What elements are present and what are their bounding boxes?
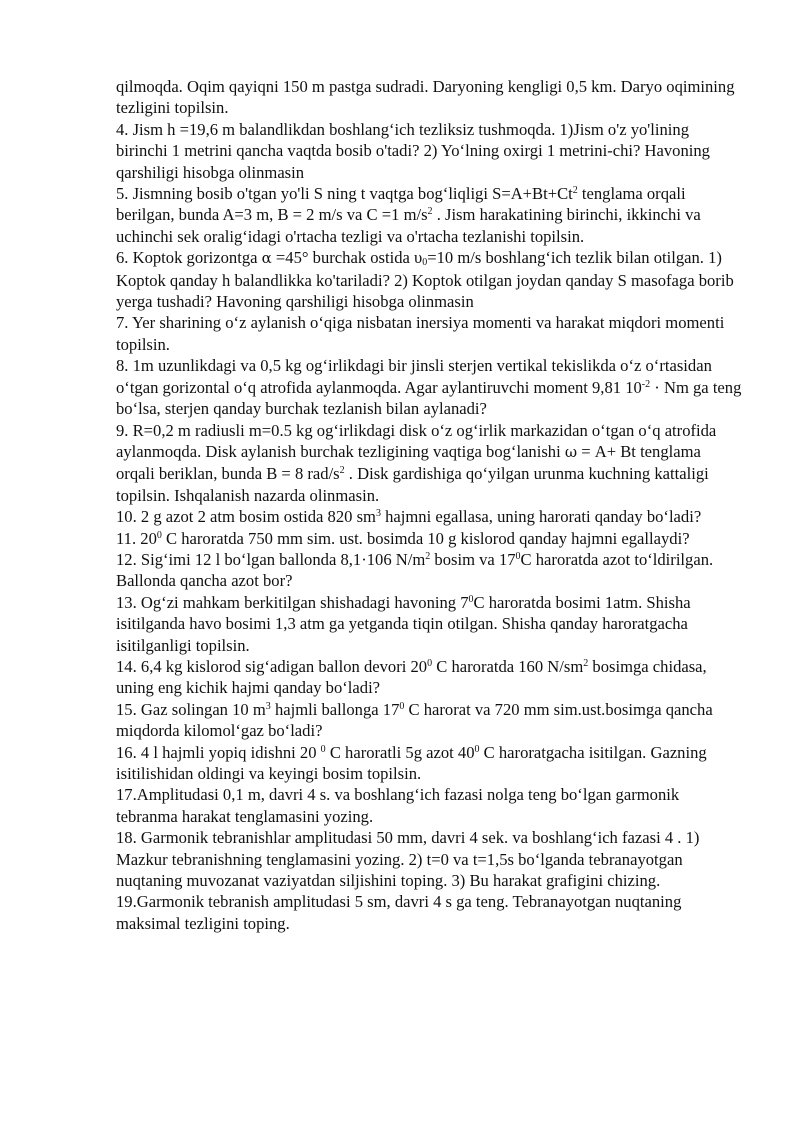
problem-p8 xyxy=(116,355,742,419)
subscript: 0 xyxy=(422,257,428,269)
text-run: C haroratda 160 N/sm xyxy=(432,656,584,676)
superscript: 0 xyxy=(515,550,521,562)
text-run: bosim va 17 xyxy=(430,549,516,569)
text-run: C haroratli 5g azot 40 xyxy=(325,742,475,762)
problem-p16 xyxy=(116,742,742,785)
text-run: 7. Yer sharining o‘z aylanish o‘qiga nisbatan inersiya momenti va harakat miqdori momenti topilsin. xyxy=(116,313,725,354)
text-run: 16. 4 l hajmli yopiq idishni 20 xyxy=(116,742,321,762)
text-run: =45° burchak ostida υ xyxy=(271,248,423,268)
text-run: 12. Sig‘imi 12 l bo‘lgan ballonda 8,1·106 N/m xyxy=(116,549,426,569)
problem-p19 xyxy=(116,891,742,934)
text-run: 6. Koptok gorizontga xyxy=(116,248,262,268)
superscript: 2 xyxy=(572,185,578,197)
superscript: 0 xyxy=(427,657,433,669)
text-run: C harorat va 720 mm sim.ust.bosimga qancha miqdorda kilomol‘gaz bo‘ladi? xyxy=(116,699,713,741)
superscript: 0 xyxy=(474,743,480,755)
text-run: C haroratda azot to‘ldirilgan. Ballonda qancha azot bor? xyxy=(116,549,714,591)
superscript: 2 xyxy=(339,465,345,477)
problem-p17 xyxy=(116,784,742,827)
problem-p10 xyxy=(116,506,742,527)
superscript: 0 xyxy=(156,529,162,541)
text-run: 19.Garmonik tebranish amplitudasi 5 sm, davri 4 s ga teng. Tebranayotgan nuqtaning maksimal tezligini toping. xyxy=(116,892,682,933)
problem-p14 xyxy=(116,656,742,699)
superscript: 2 xyxy=(427,206,433,218)
text-run: 17.Amplitudasi 0,1 m, davri 4 s. va boshlang‘ich fazasi nolga teng bo‘lgan garmonik tebranma harakat tenglamasini yozing. xyxy=(116,785,680,826)
text-run: . Jism harakatining birinchi, ikkinchi va uchinchi sek oralig‘idagi o'rtacha tezligi va o'rtacha tezlanishi topilsin. xyxy=(116,205,701,246)
superscript: -2 xyxy=(641,378,651,390)
text-run: · Nm ga teng bo‘lsa, sterjen qanday burchak tezlanish bilan aylanadi? xyxy=(116,377,742,419)
text-run: hajmni egallasa, uning harorati qanday bo‘ladi? xyxy=(380,507,702,527)
text-run: 8. 1m uzunlikdagi va 0,5 kg og‘irlikdagi bir jinsli sterjen vertikal tekislikda o‘z o‘rtasidan o‘tgan gorizontal o‘q atrofida aylanmoqda. Agar aylantiruvchi moment 9,81 10 xyxy=(116,356,712,397)
text-run: 13. Og‘zi mahkam berkitilgan shishadagi havoning 7 xyxy=(116,592,469,612)
text-run: 18. Garmonik tebranishlar amplitudasi 50 mm, davri 4 sek. va boshlang‘ich fazasi 4 . 1) Mazkur tebranishning tenglamasini yozing. 2) t=0 va t=1,5s bo‘lganda tebranayotgan nuqtaning muvozanat vaziyatdan siljishini toping. 3) Bu harakat grafigini chizing. xyxy=(116,828,700,891)
problem-p9 xyxy=(116,420,742,507)
superscript: 0 xyxy=(468,593,474,605)
problem-p11 xyxy=(116,528,742,549)
problem-p4 xyxy=(116,119,742,183)
problem-list xyxy=(116,76,742,934)
problem-p15 xyxy=(116,699,742,742)
text-run: C haroratgacha isitilgan. Gazning isitilishidan oldingi va keyingi bosim topilsin. xyxy=(116,742,707,783)
text-run: 9. R=0,2 m radiusli m=0.5 kg og‘irlikdagi disk o‘z og‘irlik markazidan o‘tgan o‘q atrofida aylanmoqda. Disk aylanish burchak tezligining vaqtiga bog‘lanishi xyxy=(116,420,717,461)
text-run: 10. 2 g azot 2 atm bosim ostida 820 sm xyxy=(116,507,376,527)
problem-p12 xyxy=(116,549,742,592)
text-run: C haroratda 750 mm sim. ust. bosimda 10 g kislorod qanday hajmni egallaydi? xyxy=(161,528,690,548)
text-run: bosimga chidasa, uning eng kichik hajmi qanday bo‘ladi? xyxy=(116,656,707,698)
problem-p13 xyxy=(116,592,742,656)
text-run: qilmoqda. Oqim qayiqni 150 m pastga sudradi. Daryoning kengligi 0,5 km. Daryo oqimining tezligini topilsin. xyxy=(116,77,735,118)
superscript: 3 xyxy=(375,508,381,520)
superscript: 0 xyxy=(320,743,326,755)
text-run: 15. Gaz solingan 10 m xyxy=(116,699,266,719)
text-run: 4. Jism h =19,6 m balandlikdan boshlang‘ich tezliksiz tushmoqda. 1)Jism o'z yo'lining birinchi 1 metrini qancha vaqtda bosib o'tadi? 2) Yo‘lning oxirgi 1 metrini-chi? Havoning qarshiligi hisobga olinmasin xyxy=(116,119,710,182)
problem-p6 xyxy=(116,247,742,312)
text-run: tenglama orqali berilgan, bunda A=3 m, B = 2 m/s va C =1 m/s xyxy=(116,184,686,225)
text-run: C haroratda bosimi 1atm. Shisha isitilganda havo bosimi 1,3 atm ga yetganda tiqin otilgan. Shisha qanday haroratgacha isitilganligi topilsin. xyxy=(116,592,691,655)
greek-symbol: α xyxy=(261,249,272,268)
text-run: =10 m/s boshlang‘ich tezlik bilan otilgan. 1) Koptok qanday h balandlikka ko'tariladi? 2) Koptok otilgan joydan qanday S masofaga borib yerga tushadi? Havoning qarshiligi hisobga olinmasin xyxy=(116,248,734,312)
superscript: 0 xyxy=(399,700,405,712)
superscript: 2 xyxy=(425,550,431,562)
superscript: 3 xyxy=(265,700,271,712)
problem-p7 xyxy=(116,312,742,355)
text-run: 5. Jismning bosib o'tgan yo'li S ning t vaqtga bog‘liqligi S=A+Bt+Ct xyxy=(116,184,573,204)
text-run: = A+ Bt tenglama orqali beriklan, bunda B = 8 rad/s xyxy=(116,441,701,484)
text-run: hajmli ballonga 17 xyxy=(270,699,400,719)
text-run: 11. 20 xyxy=(116,528,157,548)
greek-symbol: ω xyxy=(564,442,578,461)
problem-intro xyxy=(116,76,742,119)
problem-p5 xyxy=(116,183,742,247)
text-run: 14. 6,4 kg kislorod sig‘adigan ballon devori 20 xyxy=(116,656,428,676)
text-run: . Disk gardishiga qo‘yilgan urunma kuchning kattaligi topilsin. Ishqalanish nazarda olinmasin. xyxy=(116,464,709,505)
superscript: 2 xyxy=(583,657,589,669)
problem-p18 xyxy=(116,827,742,891)
